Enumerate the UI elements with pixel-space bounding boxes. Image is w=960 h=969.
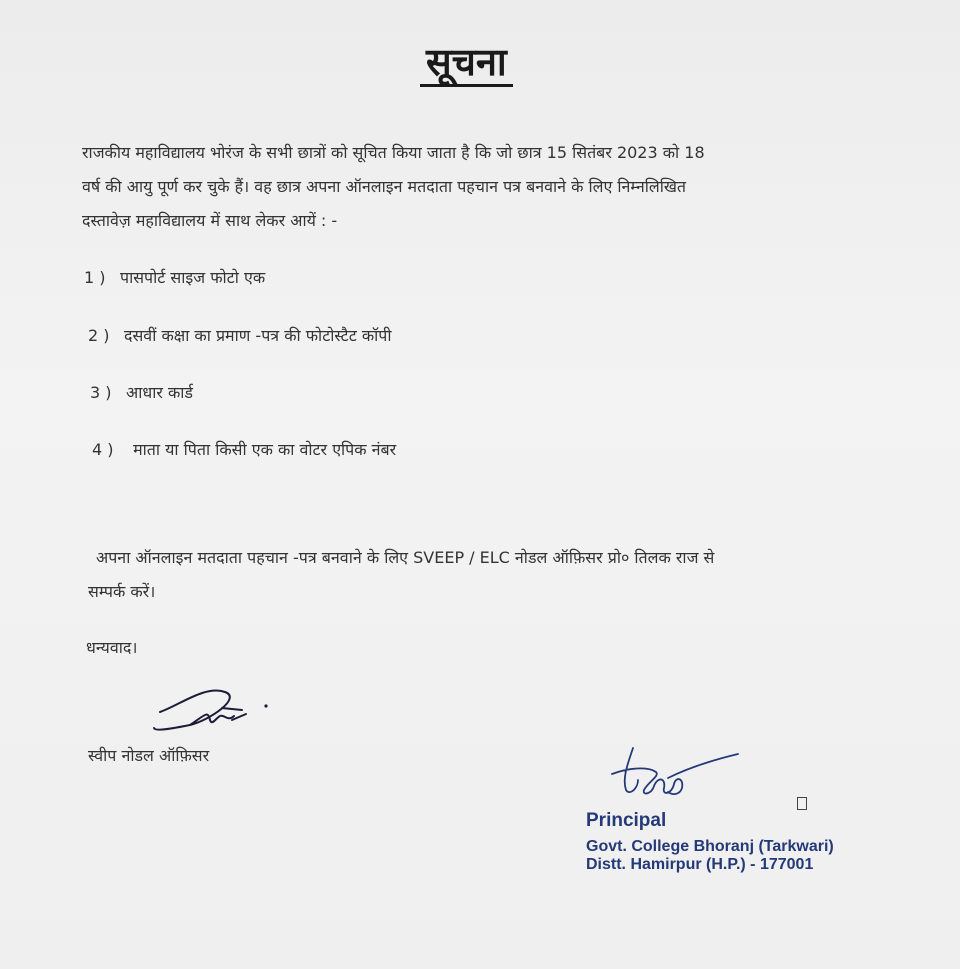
list-item-text: माता या पिता किसी एक का वोटर एपिक नंबर — [128, 440, 397, 459]
list-item — [92, 438, 396, 460]
paragraph-2-line-1: अपना ऑनलाइन मतदाता पहचान -पत्र बनवाने के लिए SVEEP / ELC नोडल ऑफ़िसर प्रो० तिलक राज से — [96, 548, 715, 567]
notice-title: सूचना — [420, 40, 513, 87]
list-item-number: 2 ) — [88, 326, 110, 345]
principal-signature — [608, 738, 748, 800]
principal-stamp — [586, 810, 834, 874]
list-item-number: 1 ) — [84, 268, 106, 287]
list-item — [90, 381, 193, 403]
list-item — [84, 266, 265, 288]
list-item-text: दसवीं कक्षा का प्रमाण -पत्र की फोटोस्टैट कॉपी — [124, 326, 392, 345]
paragraph-2-line-2: सम्पर्क करें। — [88, 582, 156, 601]
nodal-officer-signature — [150, 680, 280, 740]
paragraph-1-line-1: राजकीय महाविद्यालय भोरंज के सभी छात्रों को सूचित किया जाता है कि जो छात्र 15 सितंबर 2023 को 18 — [82, 143, 705, 162]
stamp-title: Principal — [586, 810, 667, 831]
thanks-text: धन्यवाद। — [86, 638, 138, 657]
nodal-officer-label: स्वीप नोडल ऑफ़िसर — [88, 746, 210, 765]
paragraph-1-line-3: दस्तावेज़ महाविद्यालय में साथ लेकर आयें : - — [82, 211, 338, 230]
stamp-college: Govt. College Bhoranj (Tarkwari) — [586, 838, 834, 855]
checkbox-mark — [797, 797, 807, 810]
list-item-text: पासपोर्ट साइज फोटो एक — [120, 268, 266, 287]
list-item-number: 3 ) — [90, 383, 112, 402]
list-item — [88, 324, 392, 346]
paragraph-1-line-2: वर्ष की आयु पूर्ण कर चुके हैं। वह छात्र अपना ऑनलाइन मतदाता पहचान पत्र बनवाने के लिए निम्नलिखित — [82, 177, 687, 196]
stamp-address: Distt. Hamirpur (H.P.) - 177001 — [586, 856, 814, 873]
list-item-number: 4 ) — [92, 440, 114, 459]
list-item-text: आधार कार्ड — [126, 383, 193, 402]
